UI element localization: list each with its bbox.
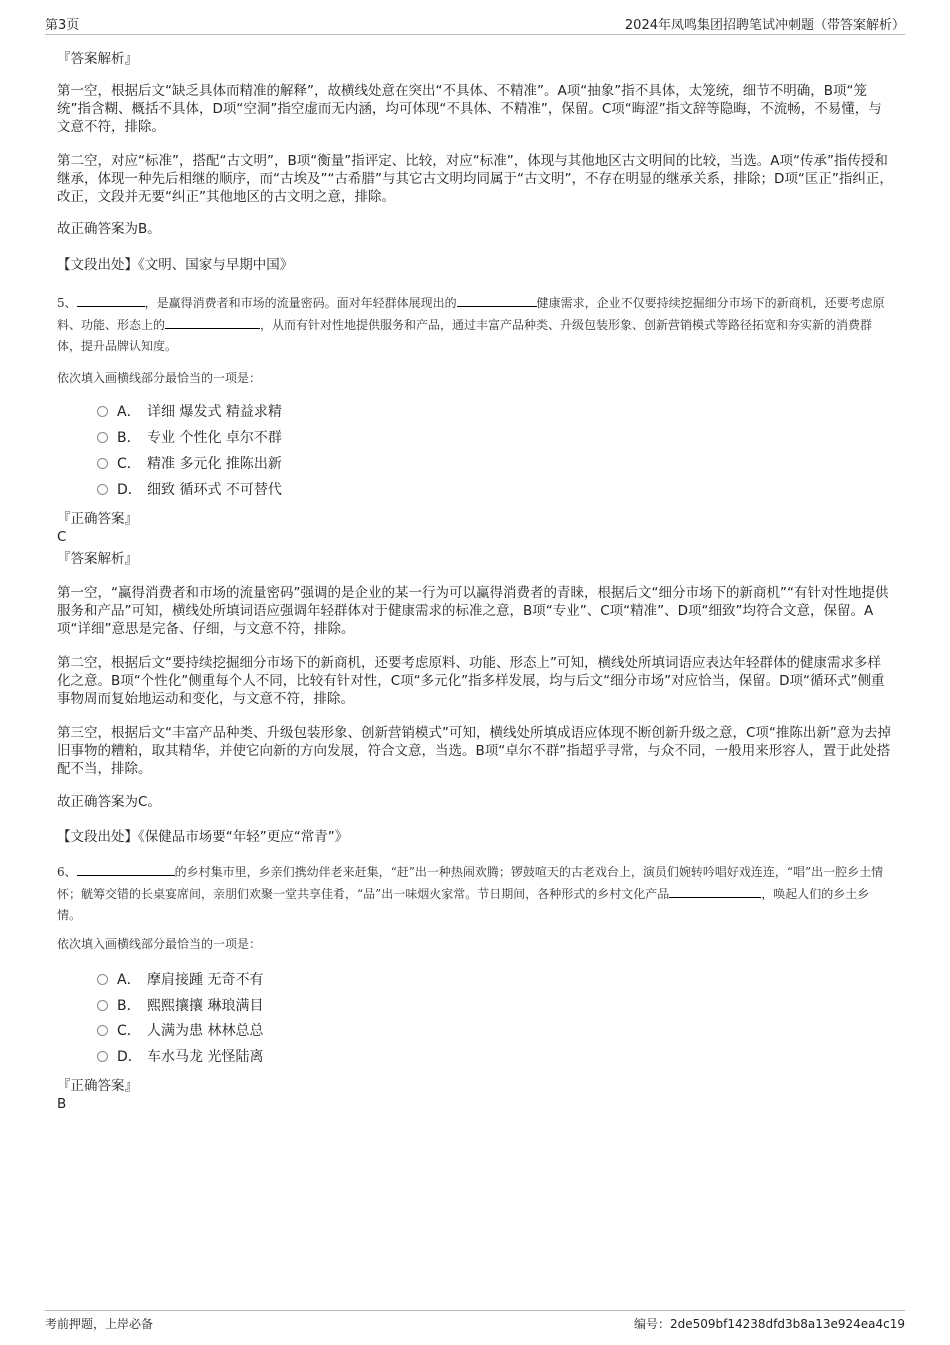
document-id: 编号：2de509bf14238dfd3b8a13e924ea4c19 xyxy=(633,1317,905,1331)
radio-icon[interactable] xyxy=(97,458,108,469)
radio-icon[interactable] xyxy=(97,406,108,417)
q6-stem: 6、 的乡村集市里，乡亲们携幼伴老来赶集，“赶”出一种热闹欢腾；锣鼓喧天的古老戏台上，演员们婉转吟唱好戏连连，“唱”出一腔乡土情怀；觥筹交错的长桌宴席间，亲朋们欢聚一堂共享佳肴，“品”出一味烟火家常。节日期间，各种形式的乡村文化产品 ，唤起人们的乡土乡情。 xyxy=(57,861,893,926)
q5-stem: 5、 ，是赢得消费者和市场的流量密码。面对年轻群体展现出的 健康需求，企业不仅要持续挖掘细分市场下的新商机，还要考虑原料、功能、形态上的 ，从而有针对性地提供服务和产品，通过丰富产品种类、升级包装形象、创新营销模式等路径拓宽和夯实新的消费群体，提升品牌认知度。 xyxy=(57,292,893,357)
radio-icon[interactable] xyxy=(97,484,108,495)
q5-option-b[interactable]: B． 专业 个性化 卓尔不群 xyxy=(97,428,282,448)
q6-answer-label: 『正确答案』 xyxy=(57,1078,138,1094)
q6-prompt: 依次填入画横线部分最恰当的一项是： xyxy=(57,937,262,951)
page-number: 第3页 xyxy=(45,18,80,33)
q6-blank-2 xyxy=(669,883,761,898)
page-footer xyxy=(45,1310,905,1331)
q6-option-c[interactable]: C． 人满为患 林林总总 xyxy=(97,1021,263,1041)
q5-blank-3 xyxy=(165,314,260,329)
q5-option-a[interactable]: A． 详细 爆发式 精益求精 xyxy=(97,402,282,422)
radio-icon[interactable] xyxy=(97,974,108,985)
q5-number: 5、 xyxy=(57,296,77,310)
radio-icon[interactable] xyxy=(97,1051,108,1062)
q5-conclusion: 故正确答案为C。 xyxy=(57,794,161,810)
q4-analysis-label: 『答案解析』 xyxy=(57,51,138,67)
q5-source: 【文段出处】《保健品市场要“年轻”更应“常青”》 xyxy=(57,829,349,845)
q6-option-b[interactable]: B． 熙熙攘攘 琳琅满目 xyxy=(97,996,263,1016)
q4-analysis-p1: 第一空，根据后文“缺乏具体而精准的解释”，故横线处意在突出“不具体、不精准”。A项“抽象”指不具体，太笼统，细节不明确，B项“笼统”指含糊、概括不具体，D项“空洞”指空虚而无内涵，均可体现“不具体、不精准”，保留。C项“晦涩”指文辞等隐晦，不流畅，不易懂，与文意不符，排除。 xyxy=(57,83,882,135)
q6-option-d[interactable]: D． 车水马龙 光怪陆离 xyxy=(97,1047,263,1067)
q6-number: 6、 xyxy=(57,865,77,879)
q6-answer: B xyxy=(57,1096,67,1112)
q5-analysis-p2: 第二空，根据后文“要持续挖掘细分市场下的新商机，还要考虑原料、功能、形态上”可知，横线处所填词语应表达年轻群体的健康需求多样化之意。B项“个性化”侧重每个人不同，比较有针对性，C项“多元化”指多样发展，均与后文“细分市场”对应恰当，保留。D项“循环式”侧重事物周而复始地运动和变化，与文意不符，排除。 xyxy=(57,655,885,707)
q5-blank-2 xyxy=(457,292,537,307)
q4-analysis-p2: 第二空，对应“标准”，搭配“古文明”，B项“衡量”指评定、比较，对应“标准”，体现与其他地区古文明间的比较，当选。A项“传承”指传授和继承，体现一种先后相继的顺序，而“古埃及”“古希腊”与其它古文明均同属于“古文明”，不存在明显的继承关系，排除；D项“匡正”指纠正，改正，文段并无要“纠正”其他地区的古文明之意，排除。 xyxy=(57,153,893,205)
q5-answer-label: 『正确答案』 xyxy=(57,511,138,527)
q5-analysis-p3: 第三空，根据后文“丰富产品种类、升级包装形象、创新营销模式”可知，横线处所填成语应体现不断创新升级之意，C项“推陈出新”意为去掉旧事物的糟粕，取其精华，并使它向新的方向发展，符合文意，当选。B项“卓尔不群”指超乎寻常，与众不同，一般用来形容人，置于此处搭配不当，排除。 xyxy=(57,725,891,777)
page-header xyxy=(45,12,905,35)
q4-source: 【文段出处】《文明、国家与早期中国》 xyxy=(57,257,294,273)
q5-analysis-p1: 第一空，“赢得消费者和市场的流量密码”强调的是企业的某一行为可以赢得消费者的青睐，根据后文“细分市场下的新商机”“有针对性地提供服务和产品”可知，横线处所填词语应强调年轻群体对于健康需求的标准之意，B项“专业”、C项“精准”、D项“细致”均符合文意，保留。A项“详细”意思是完备、仔细，与文意不符，排除。 xyxy=(57,585,889,637)
q5-blank-1 xyxy=(77,292,145,307)
radio-icon[interactable] xyxy=(97,1025,108,1036)
footer-slogan: 考前押题，上岸必备 xyxy=(45,1317,154,1331)
q5-option-c[interactable]: C． 精准 多元化 推陈出新 xyxy=(97,454,282,474)
q5-analysis-label: 『答案解析』 xyxy=(57,551,138,567)
q6-option-a[interactable]: A． 摩肩接踵 无奇不有 xyxy=(97,970,263,990)
q5-prompt: 依次填入画横线部分最恰当的一项是： xyxy=(57,371,262,385)
q6-blank-1 xyxy=(77,861,175,876)
q5-option-d[interactable]: D． 细致 循环式 不可替代 xyxy=(97,480,282,500)
radio-icon[interactable] xyxy=(97,432,108,443)
radio-icon[interactable] xyxy=(97,1000,108,1011)
document-title: 2024年凤鸣集团招聘笔试冲刺题（带答案解析） xyxy=(624,18,905,33)
q4-conclusion: 故正确答案为B。 xyxy=(57,221,161,237)
q5-answer: C xyxy=(57,529,67,545)
